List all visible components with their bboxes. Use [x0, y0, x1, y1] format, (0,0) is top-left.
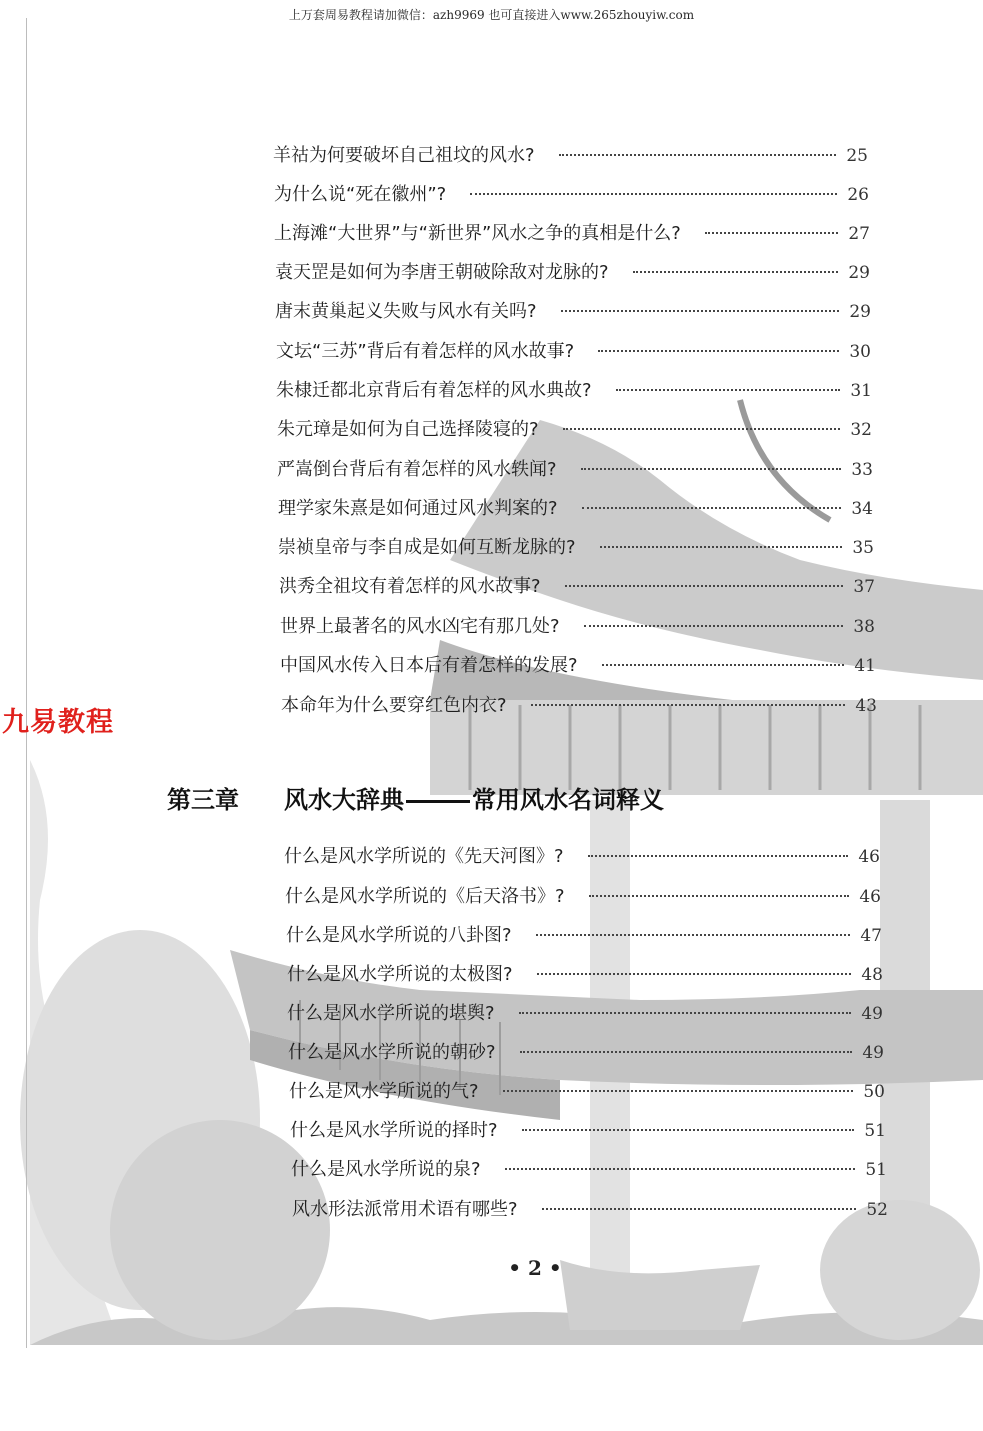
- toc-entry-title: 什么是风水学所说的《先天河图》?: [284, 846, 564, 867]
- toc-entry-title: 中国风水传入日本后有着怎样的发展?: [280, 655, 578, 676]
- watermark-left-text: 九易教程: [2, 707, 114, 738]
- toc-leader-dots: [602, 664, 845, 666]
- toc-leader-dots: [503, 1090, 854, 1092]
- toc-entry[interactable]: [275, 261, 870, 285]
- chapter-title-dash: [406, 800, 470, 803]
- toc-entry-page: 41: [854, 656, 876, 676]
- toc-entry-title: 什么是风水学所说的堪舆?: [287, 1003, 495, 1024]
- toc-entry-page: 35: [852, 538, 874, 558]
- toc-leader-dots: [505, 1168, 856, 1170]
- toc-leader-dots: [588, 855, 849, 857]
- toc-entry-title: 理学家朱熹是如何通过风水判案的?: [278, 498, 558, 519]
- toc-entry-title: 严嵩倒台背后有着怎样的风水轶闻?: [277, 459, 557, 480]
- toc-entry[interactable]: [273, 144, 868, 168]
- toc-entry[interactable]: [289, 1080, 885, 1104]
- toc-entry-title: 洪秀全祖坟有着怎样的风水故事?: [279, 576, 541, 597]
- toc-leader-dots: [633, 271, 839, 273]
- toc-entry[interactable]: [287, 963, 883, 987]
- toc-entry-page: 26: [847, 185, 869, 205]
- toc-entry-page: 32: [850, 420, 872, 440]
- toc-entry-page: 47: [860, 926, 882, 946]
- toc-leader-dots: [537, 973, 852, 975]
- toc-entry[interactable]: [292, 1198, 888, 1222]
- chapter-heading: [167, 780, 664, 815]
- toc-entry-title: 羊祜为何要破坏自己祖坟的风水?: [273, 145, 535, 166]
- toc-entry-page: 51: [864, 1121, 886, 1141]
- toc-entry-title: 什么是风水学所说的泉?: [291, 1159, 481, 1180]
- toc-entry[interactable]: [284, 845, 880, 869]
- page-number: • 2 •: [508, 1256, 562, 1280]
- toc-entry[interactable]: [274, 183, 869, 207]
- toc-entry-page: 25: [846, 146, 868, 166]
- watermark-top-text: 上万套周易教程请加微信：azh9969 也可直接进入www.265zhouyiw.com: [288, 8, 695, 22]
- toc-entry-page: 49: [862, 1043, 884, 1063]
- toc-entry-title: 什么是风水学所说的择时?: [290, 1120, 498, 1141]
- scan-page-edge: [26, 18, 27, 1348]
- toc-entry-page: 48: [861, 965, 883, 985]
- toc-entry[interactable]: [286, 924, 882, 948]
- toc-leader-dots: [519, 1012, 852, 1014]
- toc-leader-dots: [536, 934, 851, 936]
- toc-entry[interactable]: [275, 300, 871, 324]
- toc-leader-dots: [598, 350, 839, 352]
- toc-entry-page: 46: [858, 847, 880, 867]
- toc-entry-page: 33: [851, 460, 873, 480]
- toc-entry-page: 51: [865, 1160, 887, 1180]
- toc-entry[interactable]: [276, 379, 872, 403]
- chapter-title-sub: 常用风水名词释义: [472, 786, 664, 814]
- toc-entry-title: 什么是风水学所说的太极图?: [287, 964, 513, 985]
- toc-entry-page: 27: [848, 224, 870, 244]
- toc-entry-page: 50: [863, 1082, 885, 1102]
- toc-leader-dots: [559, 154, 837, 156]
- toc-leader-dots: [565, 585, 844, 587]
- toc-entry[interactable]: [278, 497, 873, 521]
- toc-entry[interactable]: [291, 1158, 887, 1182]
- toc-entry[interactable]: [274, 222, 870, 246]
- toc-entry[interactable]: [279, 575, 875, 599]
- toc-entry-title: 什么是风水学所说的八卦图?: [286, 925, 512, 946]
- toc-leader-dots: [542, 1208, 857, 1210]
- toc-entry[interactable]: [288, 1041, 884, 1065]
- toc-entry-page: 49: [861, 1004, 883, 1024]
- toc-entry-title: 什么是风水学所说的气?: [289, 1081, 479, 1102]
- toc-entry-page: 29: [849, 302, 871, 322]
- toc-entry-title: 文坛“三苏”背后有着怎样的风水故事?: [276, 341, 575, 362]
- toc-entry-title: 为什么说“死在徽州”?: [274, 184, 447, 205]
- toc-leader-dots: [563, 428, 841, 430]
- toc-entry-title: 崇祯皇帝与李自成是如何互断龙脉的?: [278, 537, 576, 558]
- toc-entry-page: 43: [855, 696, 877, 716]
- toc-entry[interactable]: [276, 340, 871, 364]
- toc-entry-page: 37: [853, 577, 875, 597]
- toc-entry-title: 什么是风水学所说的《后天洛书》?: [285, 886, 565, 907]
- toc-leader-dots: [520, 1051, 853, 1053]
- toc-leader-dots: [522, 1129, 855, 1131]
- toc-entry-title: 朱棣迁都北京背后有着怎样的风水典故?: [276, 380, 592, 401]
- toc-entry[interactable]: [277, 418, 872, 442]
- toc-entry[interactable]: [290, 1119, 886, 1143]
- toc-entry-page: 34: [851, 499, 873, 519]
- toc-entry-title: 朱元璋是如何为自己选择陵寝的?: [277, 419, 539, 440]
- toc-entry[interactable]: [281, 694, 877, 718]
- toc-entry-title: 本命年为什么要穿红色内衣?: [281, 695, 507, 716]
- toc-entry[interactable]: [287, 1002, 883, 1026]
- toc-leader-dots: [584, 625, 844, 627]
- toc-leader-dots: [582, 507, 842, 509]
- chapter-number: 第三章: [167, 786, 239, 814]
- toc-entry[interactable]: [278, 536, 874, 560]
- toc-entry-title: 袁天罡是如何为李唐王朝破除敌对龙脉的?: [275, 262, 609, 283]
- toc-leader-dots: [616, 389, 841, 391]
- toc-leader-dots: [470, 193, 837, 195]
- toc-leader-dots: [531, 704, 846, 706]
- toc-leader-dots: [705, 232, 839, 234]
- toc-entry-page: 30: [849, 342, 871, 362]
- toc-entry-page: 29: [848, 263, 870, 283]
- toc-leader-dots: [600, 546, 843, 548]
- toc-entry[interactable]: [280, 615, 875, 639]
- toc-entry-title: 风水形法派常用术语有哪些?: [292, 1199, 518, 1220]
- toc-entry[interactable]: [280, 654, 876, 678]
- toc-entry-title: 上海滩“大世界”与“新世界”风水之争的真相是什么?: [274, 223, 681, 244]
- toc-entry-page: 52: [866, 1200, 888, 1220]
- toc-entry-title: 唐末黄巢起义失败与风水有关吗?: [275, 301, 537, 322]
- toc-entry-page: 38: [853, 617, 875, 637]
- toc-entry[interactable]: [277, 458, 873, 482]
- toc-entry-title: 世界上最著名的风水凶宅有那几处?: [280, 616, 560, 637]
- toc-entry-page: 31: [850, 381, 872, 401]
- toc-entry-page: 46: [859, 887, 881, 907]
- toc-leader-dots: [581, 468, 842, 470]
- toc-entry[interactable]: [285, 885, 881, 909]
- toc-leader-dots: [589, 895, 850, 897]
- toc-leader-dots: [561, 310, 840, 312]
- chapter-title-main: 风水大辞典: [284, 786, 404, 814]
- toc-entry-title: 什么是风水学所说的朝砂?: [288, 1042, 496, 1063]
